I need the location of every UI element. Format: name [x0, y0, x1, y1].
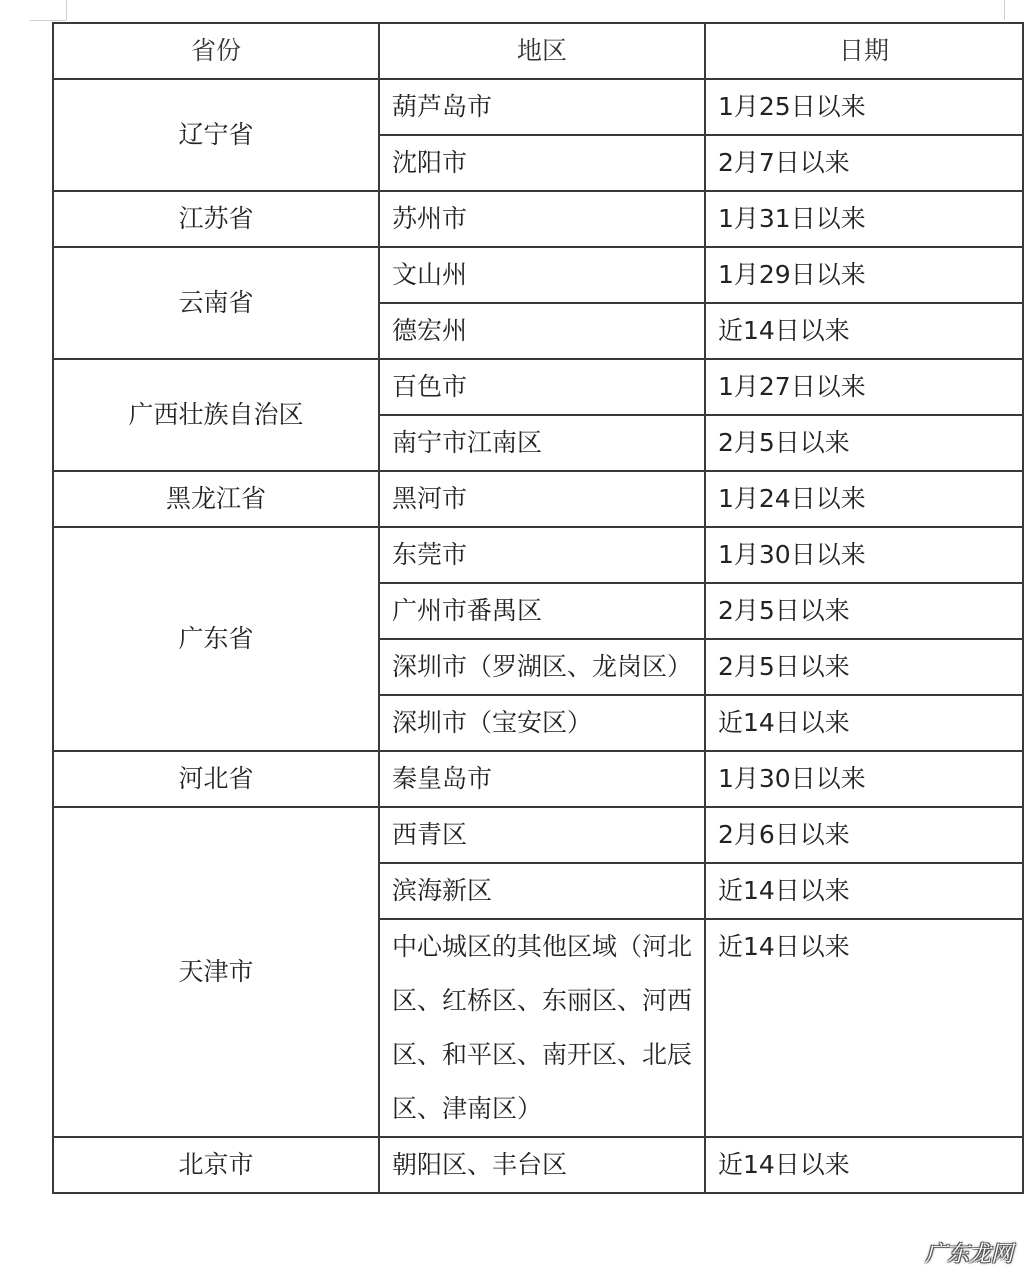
date-cell: 近14日以来	[705, 919, 1023, 1137]
area-cell: 广州市番禺区	[379, 583, 705, 639]
area-cell: 德宏州	[379, 303, 705, 359]
area-cell: 黑河市	[379, 471, 705, 527]
area-cell: 朝阳区、丰台区	[379, 1137, 705, 1193]
table-row	[53, 527, 1023, 583]
date-cell: 近14日以来	[705, 863, 1023, 919]
province-cell: 广东省	[53, 527, 379, 751]
date-cell: 1月29日以来	[705, 247, 1023, 303]
header-province: 省份	[53, 23, 379, 79]
date-cell: 2月5日以来	[705, 583, 1023, 639]
area-cell: 百色市	[379, 359, 705, 415]
area-cell: 滨海新区	[379, 863, 705, 919]
date-cell: 2月5日以来	[705, 415, 1023, 471]
area-cell: 苏州市	[379, 191, 705, 247]
area-cell: 中心城区的其他区域（河北区、红桥区、东丽区、河西区、和平区、南开区、北辰区、津南区）	[379, 919, 705, 1137]
table-body	[53, 79, 1023, 1193]
table-row	[53, 79, 1023, 135]
region-date-table	[52, 22, 1024, 1194]
date-cell: 1月31日以来	[705, 191, 1023, 247]
date-cell: 1月30日以来	[705, 527, 1023, 583]
area-cell: 西青区	[379, 807, 705, 863]
province-cell: 黑龙江省	[53, 471, 379, 527]
table-row	[53, 807, 1023, 863]
table-row	[53, 471, 1023, 527]
province-cell: 云南省	[53, 247, 379, 359]
page-top-rule	[30, 20, 66, 21]
table-row	[53, 247, 1023, 303]
table-row	[53, 1137, 1023, 1193]
province-cell: 河北省	[53, 751, 379, 807]
table-header-row	[53, 23, 1023, 79]
date-cell: 近14日以来	[705, 1137, 1023, 1193]
page-edge-left	[66, 0, 67, 20]
area-cell: 沈阳市	[379, 135, 705, 191]
date-cell: 2月7日以来	[705, 135, 1023, 191]
table-row	[53, 751, 1023, 807]
area-cell: 文山州	[379, 247, 705, 303]
date-cell: 2月6日以来	[705, 807, 1023, 863]
province-cell: 北京市	[53, 1137, 379, 1193]
header-area: 地区	[379, 23, 705, 79]
date-cell: 1月27日以来	[705, 359, 1023, 415]
area-cell: 秦皇岛市	[379, 751, 705, 807]
area-cell: 深圳市（罗湖区、龙岗区）	[379, 639, 705, 695]
area-cell: 东莞市	[379, 527, 705, 583]
date-cell: 近14日以来	[705, 303, 1023, 359]
province-cell: 广西壮族自治区	[53, 359, 379, 471]
table-row	[53, 191, 1023, 247]
province-cell: 江苏省	[53, 191, 379, 247]
header-date: 日期	[705, 23, 1023, 79]
table-row	[53, 359, 1023, 415]
date-cell: 1月30日以来	[705, 751, 1023, 807]
date-cell: 1月25日以来	[705, 79, 1023, 135]
province-cell: 辽宁省	[53, 79, 379, 191]
date-cell: 近14日以来	[705, 695, 1023, 751]
area-cell: 南宁市江南区	[379, 415, 705, 471]
province-cell: 天津市	[53, 807, 379, 1137]
date-cell: 1月24日以来	[705, 471, 1023, 527]
area-cell: 深圳市（宝安区）	[379, 695, 705, 751]
date-cell: 2月5日以来	[705, 639, 1023, 695]
page-edge-right	[1004, 0, 1005, 20]
area-cell: 葫芦岛市	[379, 79, 705, 135]
watermark-logo: 广东龙网	[924, 1242, 1013, 1267]
